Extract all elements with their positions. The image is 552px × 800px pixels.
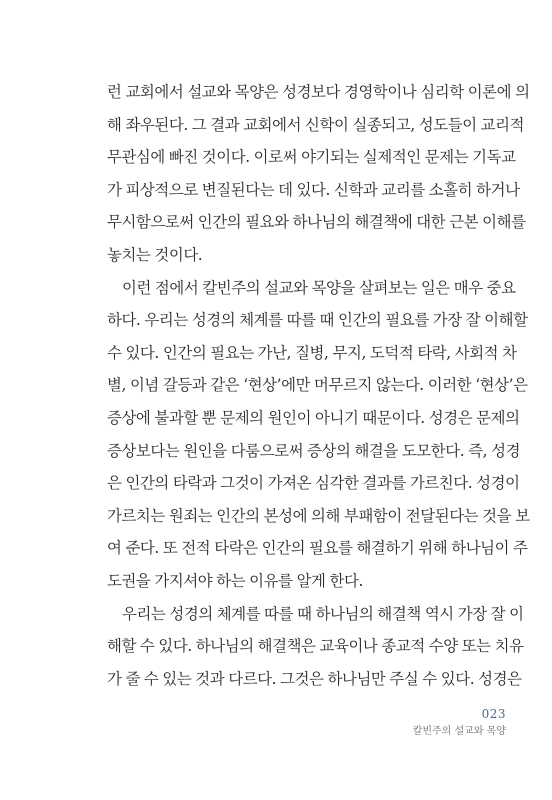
text-line: 수 있다. 인간의 필요는 가난, 질병, 무지, 도덕적 타락, 사회적 차: [107, 343, 517, 362]
text-line: 은 인간의 타락과 그것이 가져온 심각한 결과를 가르친다. 성경이: [107, 474, 520, 493]
text-line: 가 피상적으로 변질된다는 데 있다. 신학과 교리를 소홀히 하거나: [107, 180, 520, 199]
running-title: 칼빈주의 설교와 목양: [412, 726, 506, 737]
text-line: 여 준다. 또 전적 타락은 인간의 필요를 해결하기 위해 하나님이 주: [107, 539, 528, 558]
text-line: 별, 이념 갈등과 같은 ‘현상’에만 머무르지 않는다. 이러한 ‘현상’은: [107, 376, 528, 395]
text-line: 가 줄 수 있는 것과 다르다. 그것은 하나님만 주실 수 있다. 성경은: [107, 669, 522, 688]
body-text: [107, 76, 530, 695]
text-line: 런 교회에서 설교와 목양은 성경보다 경영학이나 심리학 이론에 의: [107, 83, 530, 101]
text-line: 도권을 가지셔야 하는 이유를 알게 한다.: [107, 571, 363, 590]
text-line: 놓치는 것이다.: [107, 245, 203, 264]
text-line: 증상에 불과할 뿐 문제의 원인이 아니기 때문이다. 성경은 문제의: [107, 408, 520, 427]
page-number: 023: [481, 707, 506, 721]
text-line: 이런 점에서 칼빈주의 설교와 목양을 살펴보는 일은 매우 중요: [122, 278, 516, 297]
text-line: 가르치는 원죄는 인간의 본성에 의해 부패함이 전달된다는 것을 보: [107, 506, 530, 525]
text-line: 증상보다는 원인을 다룸으로써 증상의 해결을 도모한다. 즉, 성경: [107, 441, 521, 460]
text-line: 우리는 성경의 체계를 따를 때 하나님의 해결책 역시 가장 잘 이: [122, 604, 524, 623]
text-line: 하다. 우리는 성경의 체계를 따를 때 인간의 필요를 가장 잘 이해할: [107, 311, 528, 330]
page-footer: [413, 706, 506, 739]
text-line: 무관심에 빠진 것이다. 이로써 야기되는 실제적인 문제는 기독교: [107, 148, 516, 167]
text-line: 해 좌우된다. 그 결과 교회에서 신학이 실종되고, 성도들이 교리적: [107, 115, 525, 134]
text-line: 무시함으로써 인간의 필요와 하나님의 해결책에 대한 근본 이해를: [107, 213, 526, 232]
text-line: 해할 수 있다. 하나님의 해결책은 교육이나 종교적 수양 또는 치유: [107, 637, 524, 656]
